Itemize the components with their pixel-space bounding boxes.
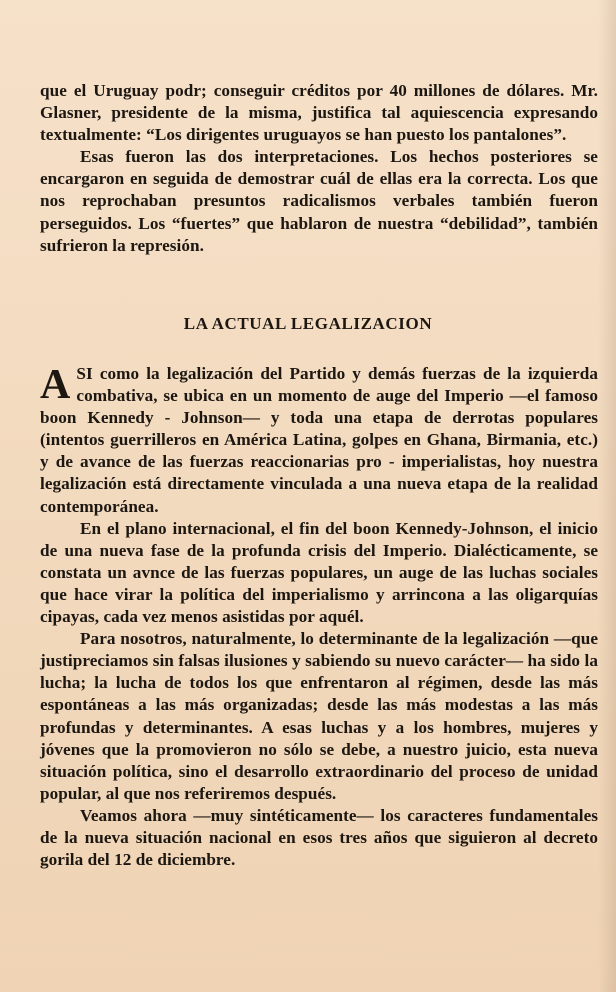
drop-cap: A	[40, 362, 71, 408]
section-text-block	[40, 363, 598, 871]
paragraph-international: En el plano internacional, el fin del boon Kennedy-Johnson, el inicio de una nueva fase de la profunda crisis del Imperio. Dialécticamente, se constata un avnce de las fuerzas populares, un auge de las luchas sociales que hace virar la política del imperialismo y arrincona a las oligarquías cipayas, cada vez menos asistidas por aquél.	[40, 518, 598, 627]
paragraph-veamos: Veamos ahora —muy sintéticamente— los caracteres fundamentales de la nueva situación nacional en esos tres años que siguieron al decreto gorila del 12 de diciembre.	[40, 805, 598, 870]
paragraph-determinante: Para nosotros, naturalmente, lo determinante de la legalización —que justipreciamos sin falsas ilusiones y sabiendo su nuevo carácter— ha sido la lucha; la lucha de todos los que enfrentaron al régimen, desde las más espontáneas a las más organizadas; desde las más modestas a las más profundas y determinantes. A esas luchas y a los hombres, mujeres y jóvenes que la promovieron no sólo se debe, a nuestro juicio, esta nueva situación política, sino el desarrollo extraordinario del proceso de unidad popular, al que nos referiremos después.	[40, 629, 598, 803]
paragraph-continuation: que el Uruguay podr; conseguir créditos por 40 millones de dólares. Mr. Glasner, presidente de la misma, justifica tal aquiescencia expresando textualmente: “Los dirigentes uruguayos se han puesto los pantalones”.	[40, 81, 598, 145]
paragraph-opening	[40, 363, 598, 518]
paragraph-interpretations: Esas fueron las dos interpretaciones. Los hechos posteriores se encargaron en seguida de demostrar cuál de ellas era la correcta. Los que nos reprochaban presuntos radicalismos verbales también fueron perseguidos. Los “fuertes” que hablaron de nuestra “debilidad”, también sufrieron la represión.	[40, 147, 598, 255]
section-heading: LA ACTUAL LEGALIZACION	[183, 314, 433, 333]
page-edge-shadow	[598, 0, 616, 992]
opening-paragraph-text: como la legalización del Partido y demás fuerzas de la izquierda combativa, se ubica en un momento de auge del Imperio —el famoso boon Kennedy - Johnson— y toda una etapa de derrotas populares (intentos guerrilleros en América Latina, golpes en Ghana, Birmania, etc.) y de avance de las fuerzas reaccionarias pro - imperialistas, hoy nuestra legalización está directamente vinculada a una nueva etapa de la realidad contemporánea.	[40, 364, 598, 516]
lead-word: SI	[76, 364, 93, 383]
top-text-block	[40, 80, 598, 257]
